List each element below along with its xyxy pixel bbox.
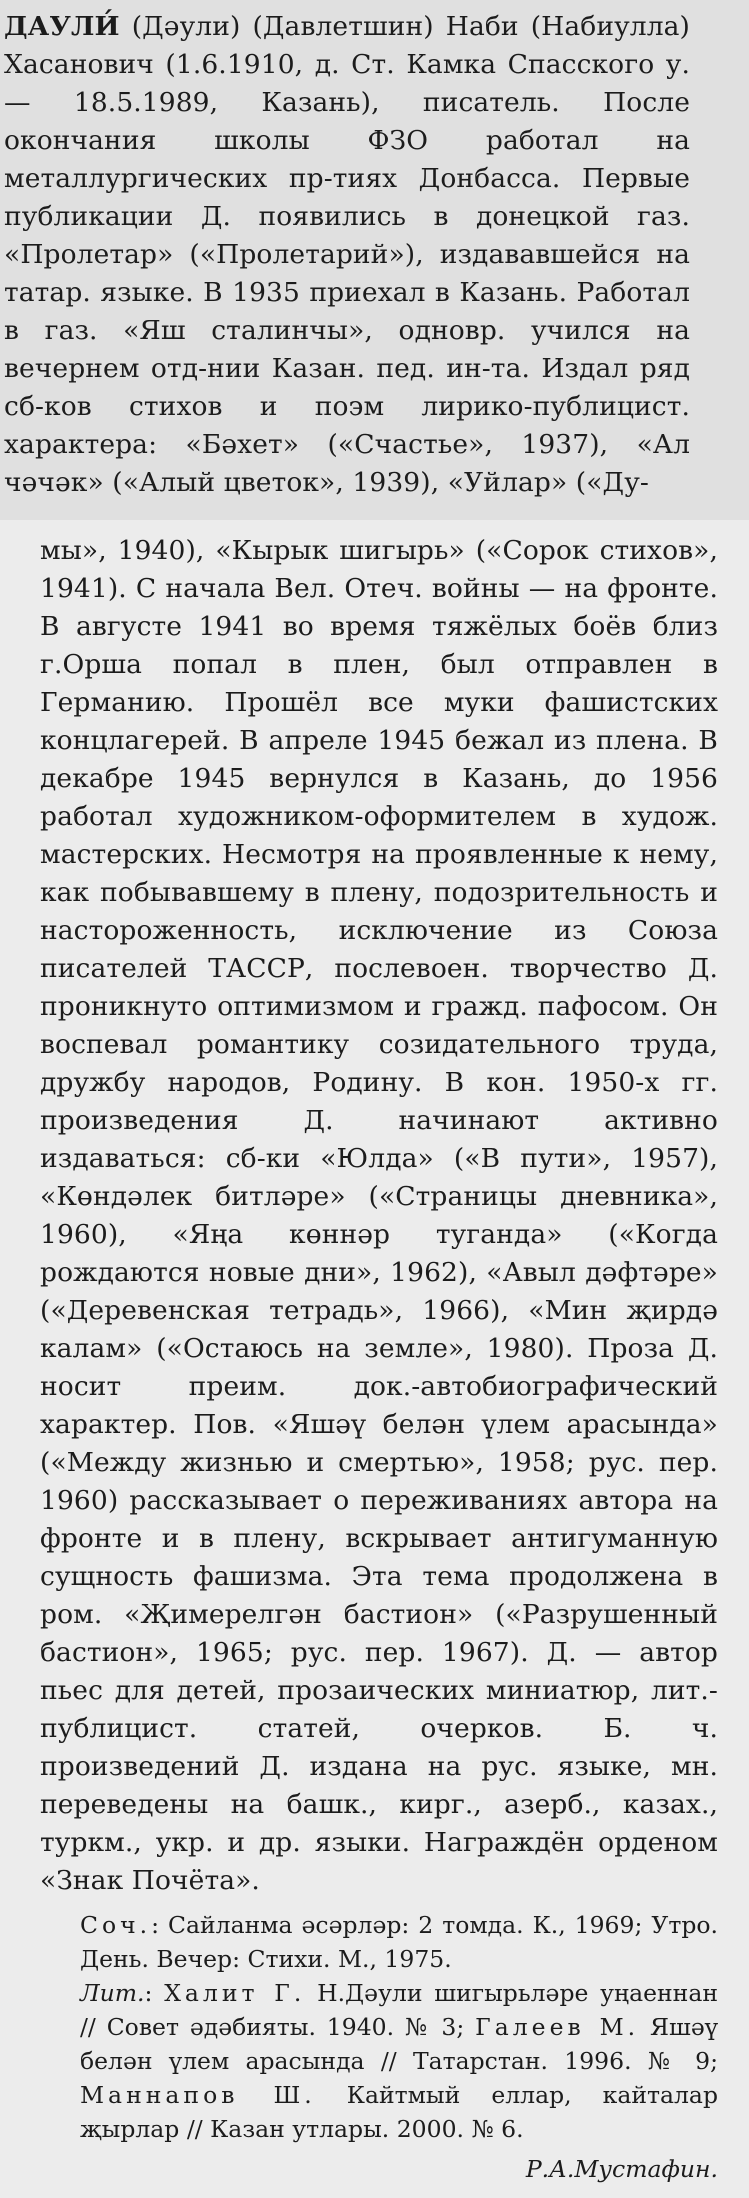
literature-text-1: Н.Дәули шигырьләре уңаеннан // Совет әдәбияты. 1940. № 3;: [80, 1979, 718, 2041]
references: [40, 1908, 718, 2146]
works-label: Соч.: [80, 1911, 152, 1939]
entry-paragraph-top: [4, 8, 690, 502]
literature-author-2: Галеев М.: [475, 2013, 640, 2041]
literature-sep: :: [144, 1979, 165, 2007]
entry-top-text: (Дәули) (Давлетшин) Наби (Набиулла) Хасанович (1.6.1910, д. Ст. Камка Спасского у. — 18.5.1989, Казань), писатель. После окончания школы ФЗО работал на металлургических пр-тиях Донбасса. Первые публикации Д. появились в донецкой газ. «Пролетар» («Пролетарий»), издававшейся на татар. языке. В 1935 приехал в Казань. Работал в газ. «Яш сталинчы», одновр. учился на вечернем отд-нии Казан. пед. ин-та. Издал ряд сб-ков стихов и поэм лирико-публицист. характера: «Бәхет» («Счастье», 1937), «Ал чәчәк» («Алый цветок», 1939), «Уйлар» («Ду-: [4, 11, 690, 498]
literature-label: Лит.: [80, 1979, 145, 2007]
works-text: : Сайланма әсәрләр: 2 томда. К., 1969; Утро. День. Вечер: Стихи. М., 1975.: [80, 1911, 718, 1973]
entry-top-column: [4, 8, 690, 502]
literature-author-1: Халит Г.: [164, 1979, 306, 2007]
article-author-signature: Р.А.Мустафин.: [525, 2155, 718, 2183]
works-reference: [80, 1908, 718, 1976]
literature-author-3: Маннапов Ш.: [80, 2081, 316, 2109]
entry-bottom-column: [40, 532, 718, 2186]
entry-paragraph-bottom: мы», 1940), «Кырык шигырь» («Сорок стихов», 1941). С начала Вел. Отеч. войны — на фронте. В августе 1941 во время тяжёлых боёв близ г.Орша попал в плен, был отправлен в Германию. Прошёл все муки фашистских концлагерей. В апреле 1945 бежал из плена. В декабре 1945 вернулся в Казань, до 1956 работал художником-оформителем в худож. мастерских. Несмотря на проявленные к нему, как побывавшему в плену, подозрительность и настороженность, исключение из Союза писателей ТАССР, послевоен. творчество Д. проникнуто оптимизмом и гражд. пафосом. Он воспевал романтику созидательного труда, дружбу народов, Родину. В кон. 1950-х гг. произведения Д. начинают активно издаваться: сб-ки «Юлда» («В пути», 1957), «Көндәлек битләре» («Страницы дневника», 1960), «Яңа көннәр туганда» («Когда рождаются новые дни», 1962), «Авыл дәфтәре» («Деревенская тетрадь», 1966), «Мин җирдә калам» («Остаюсь на земле», 1980). Проза Д. носит преим. док.-автобиографический характер. Пов. «Яшәү белән үлем арасында» («Между жизнью и смертью», 1958; рус. пер. 1960) рассказывает о переживаниях автора на фронте и в плену, вскрывает антигуманную сущность фашизма. Эта тема продолжена в ром. «Җимерелгән бастион» («Разрушенный бастион», 1965; рус. пер. 1967). Д. — автор пьес для детей, прозаических миниатюр, лит.-публицист. статей, очерков. Б. ч. произведений Д. издана на рус. языке, мн. переведены на башк., кирг., азерб., казах., туркм., укр. и др. языки. Награждён орденом «Знак Почёта».: [40, 535, 718, 1896]
literature-text-3: Кайтмый еллар, кайталар җырлар // Казан утлары. 2000. № 6.: [80, 2081, 718, 2143]
literature-reference: [80, 1976, 718, 2146]
entry-headword: ДАУЛИ́: [4, 11, 120, 42]
literature-text-2: Яшәү белән үлем арасында // Татарстан. 1996. № 9;: [80, 2013, 719, 2075]
